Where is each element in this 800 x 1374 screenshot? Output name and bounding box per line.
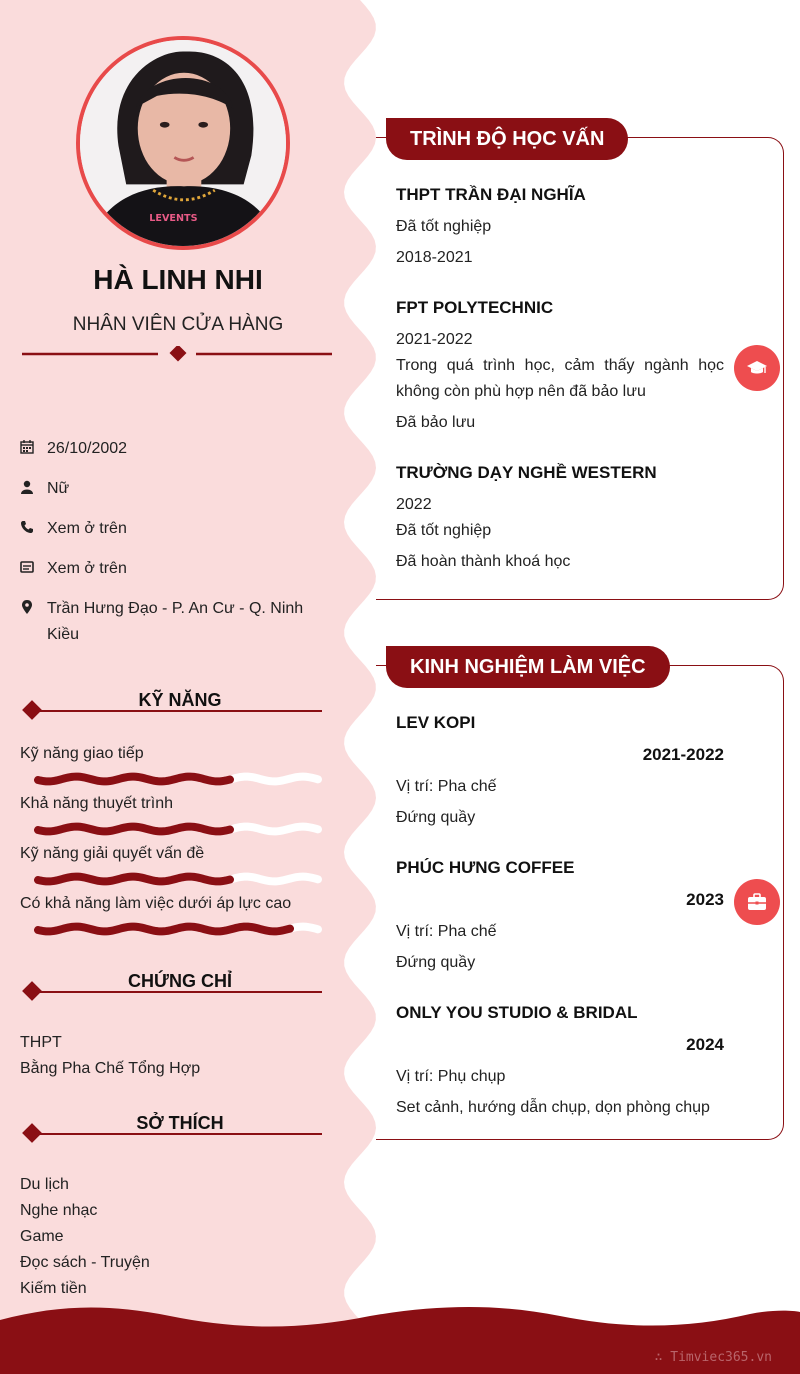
hobby-item: Game — [20, 1228, 64, 1245]
work-period: 2023 — [686, 890, 724, 909]
skill-bar-remaining — [230, 877, 318, 882]
experience-entry — [396, 1000, 724, 1121]
company-name: ONLY YOU STUDIO & BRIDAL — [396, 1003, 638, 1022]
skill-item — [20, 792, 320, 842]
address-row — [20, 596, 320, 648]
email-text: Xem ở trên — [47, 560, 127, 577]
birthday-row — [20, 436, 320, 462]
skill-bar-remaining — [290, 927, 318, 930]
skill-bar-fill — [38, 877, 230, 882]
name-divider — [22, 346, 332, 362]
job-title: NHÂN VIÊN CỬA HÀNG — [72, 314, 284, 335]
certificate-item: THPT — [20, 1034, 62, 1051]
birthday-text: 26/10/2002 — [47, 440, 128, 457]
school-name: THPT TRẦN ĐẠI NGHĨA — [396, 185, 586, 204]
skill-item — [20, 742, 320, 792]
hobbies-list — [20, 1172, 320, 1302]
work-duty: Set cảnh, hướng dẫn chụp, dọn phòng chụp — [396, 1099, 710, 1116]
gender-row — [20, 476, 320, 502]
skill-label: Khả năng thuyết trình — [20, 795, 173, 812]
education-entry — [396, 295, 724, 436]
skill-bar-fill — [38, 927, 290, 932]
education-note: Đã hoàn thành khoá học — [396, 553, 571, 570]
svg-text:LEVENTS: LEVENTS — [149, 212, 198, 224]
education-entry — [396, 182, 724, 271]
skill-item — [20, 892, 320, 942]
experience-entries — [396, 710, 724, 1145]
phone-text: Xem ở trên — [47, 520, 127, 537]
hobby-item: Đọc sách - Truyện — [20, 1254, 150, 1271]
education-period: 2022 — [396, 496, 432, 513]
skill-level-bar — [34, 922, 322, 936]
experience-title: KINH NGHIỆM LÀM VIỆC — [386, 646, 670, 688]
candidate-name: HÀ LINH NHI — [93, 264, 263, 295]
skill-bar-remaining — [230, 777, 318, 782]
certificates-heading — [22, 971, 322, 1001]
phone-icon — [20, 516, 47, 538]
work-duty: Đứng quầy — [396, 954, 476, 971]
email-row — [20, 556, 320, 582]
site-watermark: ∴ Timviec365.vn — [654, 1350, 772, 1365]
skill-level-bar — [34, 822, 322, 836]
education-status: Đã tốt nghiệp — [396, 522, 492, 539]
skills-list — [20, 742, 320, 942]
education-entry — [396, 460, 724, 575]
school-name: TRƯỜNG DẠY NGHỀ WESTERN — [396, 463, 657, 482]
company-name: PHÚC HƯNG COFFEE — [396, 858, 575, 877]
contact-list — [20, 436, 320, 662]
briefcase-icon — [734, 879, 780, 925]
skill-bar-fill — [38, 777, 230, 782]
education-title: TRÌNH ĐỘ HỌC VẤN — [386, 118, 628, 160]
skill-bar-remaining — [230, 827, 318, 832]
location-icon — [20, 596, 47, 618]
work-position: Vị trí: Pha chế — [396, 923, 497, 940]
avatar — [76, 36, 290, 250]
school-name: FPT POLYTECHNIC — [396, 298, 554, 317]
calendar-icon — [20, 436, 47, 458]
company-name: LEV KOPI — [396, 713, 476, 732]
hobby-item: Kiếm tiền — [20, 1280, 87, 1297]
hobby-item: Du lịch — [20, 1176, 69, 1193]
skill-level-bar — [34, 872, 322, 886]
address-text: Trần Hưng Đạo - P. An Cư - Q. Ninh Kiều — [47, 600, 304, 643]
hobbies-title: SỞ THÍCH — [136, 1113, 224, 1133]
education-period: 2018-2021 — [396, 249, 473, 266]
experience-entry — [396, 710, 724, 831]
profile-photo — [80, 40, 286, 246]
certificates-list — [20, 1030, 320, 1082]
user-icon — [20, 476, 47, 498]
education-period: 2021-2022 — [396, 331, 473, 348]
skill-item — [20, 842, 320, 892]
hobby-item: Nghe nhạc — [20, 1202, 98, 1219]
education-status: Đã bảo lưu — [396, 414, 476, 431]
work-period: 2021-2022 — [642, 745, 724, 764]
education-description: Trong quá trình học, cảm thấy ngành học không còn phù hợp nên đã bảo lưu — [396, 357, 724, 400]
work-position: Vị trí: Phụ chụp — [396, 1068, 506, 1085]
phone-row — [20, 516, 320, 542]
education-entries — [396, 182, 724, 599]
skill-bar-fill — [38, 827, 230, 832]
work-position: Vị trí: Pha chế — [396, 778, 497, 795]
work-period: 2024 — [686, 1035, 724, 1054]
skills-title: KỸ NĂNG — [138, 690, 222, 710]
work-duty: Đứng quầy — [396, 809, 476, 826]
skills-heading — [22, 690, 322, 720]
skill-label: Có khả năng làm việc dưới áp lực cao — [20, 895, 292, 912]
gender-text: Nữ — [47, 480, 70, 497]
email-icon — [20, 556, 47, 578]
certificates-title: CHỨNG CHỈ — [128, 971, 232, 991]
experience-entry — [396, 855, 724, 976]
skill-level-bar — [34, 772, 322, 786]
graduation-cap-icon — [734, 345, 780, 391]
skill-label: Kỹ năng giao tiếp — [20, 745, 144, 762]
hobbies-heading — [22, 1113, 322, 1143]
skill-label: Kỹ năng giải quyết vấn đề — [20, 845, 205, 862]
education-status: Đã tốt nghiệp — [396, 218, 492, 235]
certificate-item: Bằng Pha Chế Tổng Hợp — [20, 1060, 201, 1077]
